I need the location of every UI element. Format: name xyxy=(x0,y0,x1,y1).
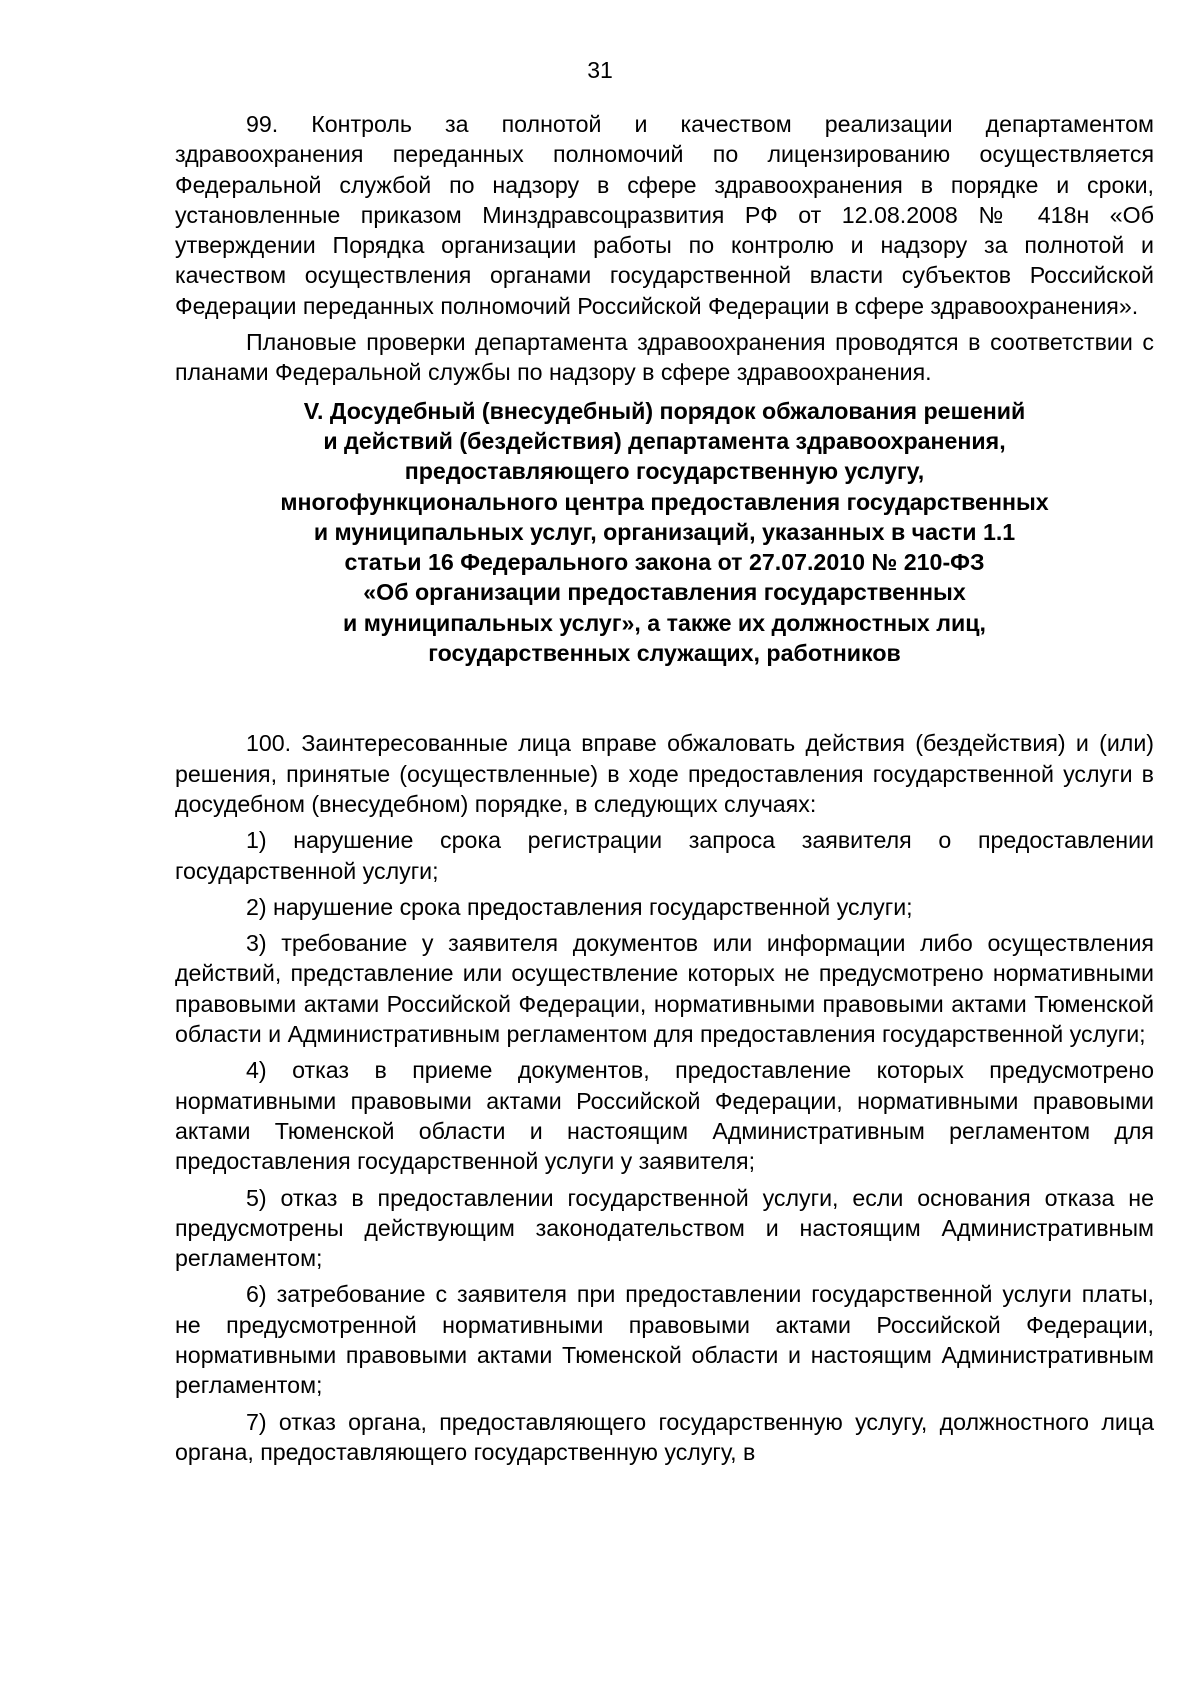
heading-line: «Об организации предоставления государственных xyxy=(363,579,966,606)
paragraph-group-bottom xyxy=(175,728,1154,1467)
heading-line: многофункционального центра предоставления государственных xyxy=(280,488,1049,515)
paragraph-100: 100. Заинтересованные лица вправе обжаловать действия (бездействия) и (или) решения, принятые (осуществленные) в ходе предоставления государственной услуги в досудебном (внесудебном) порядке, в следующих случаях: xyxy=(175,730,1154,817)
heading-line: и действий (бездействия) департамента здравоохранения, xyxy=(323,427,1006,454)
paragraph-planned-inspections: Плановые проверки департамента здравоохранения проводятся в соответствии с планами Федеральной службы по надзору в сфере здравоохранения. xyxy=(175,329,1154,386)
paragraph-99: 99. Контроль за полнотой и качеством реализации департаментом здравоохранения переданных полномочий по лицензированию осуществляется Федеральной службой по надзору в сфере здравоохранения в порядке и сроки, установленные приказом Минздравсоцразвития РФ от 12.08.2008 № 418н «Об утверждении Порядка организации работы по контролю и надзору за полнотой и качеством осуществления органами государственной власти субъектов Российской Федерации переданных полномочий Российской Федерации в сфере здравоохранения». xyxy=(175,111,1154,319)
paragraph-group-top xyxy=(175,109,1154,388)
list-item-5: 5) отказ в предоставлении государственной услуги, если основания отказа не предусмотрены действующим законодательством и настоящим Административным регламентом; xyxy=(175,1184,1154,1272)
heading-line: V. Досудебный (внесудебный) порядок обжалования решений xyxy=(303,397,1026,424)
list-item-1: 1) нарушение срока регистрации запроса заявителя о предоставлении государственной услуги; xyxy=(175,827,1154,884)
heading-line: и муниципальных услуг», а также их должностных лиц, xyxy=(343,609,986,636)
section-heading xyxy=(175,396,1154,669)
list-item-3: 3) требование у заявителя документов или информации либо осуществления действий, представление или осуществление которых не предусмотрено нормативными правовыми актами Российской Федерации, нормативными правовыми актами Тюменской области и Административным регламентом для предоставления государственной услуги; xyxy=(175,930,1154,1048)
heading-line: статьи 16 Федерального закона от 27.07.2010 № 210-ФЗ xyxy=(344,549,985,576)
list-item-7: 7) отказ органа, предоставляющего государственную услугу, должностного лица органа, предоставляющего государственную услугу, в xyxy=(175,1408,1154,1465)
list-item-4: 4) отказ в приеме документов, предоставление которых предусмотрено нормативными правовыми актами Российской Федерации, нормативными правовыми актами Тюменской области и настоящим Административным регламентом для предоставления государственной услуги у заявителя; xyxy=(175,1057,1154,1175)
heading-line: предоставляющего государственную услугу, xyxy=(404,458,925,485)
list-item-6: 6) затребование с заявителя при предоставлении государственной услуги платы, не предусмотренной нормативными правовыми актами Российской Федерации, нормативными правовыми актами Тюменской области и настоящим Административным регламентом; xyxy=(175,1281,1154,1399)
list-item-2: 2) нарушение срока предоставления государственной услуги; xyxy=(246,893,913,920)
page-number: 31 xyxy=(587,57,613,83)
heading-line: и муниципальных услуг, организаций, указанных в части 1.1 xyxy=(313,518,1016,545)
page-content xyxy=(175,109,1154,1467)
heading-line: государственных служащих, работников xyxy=(428,640,901,667)
